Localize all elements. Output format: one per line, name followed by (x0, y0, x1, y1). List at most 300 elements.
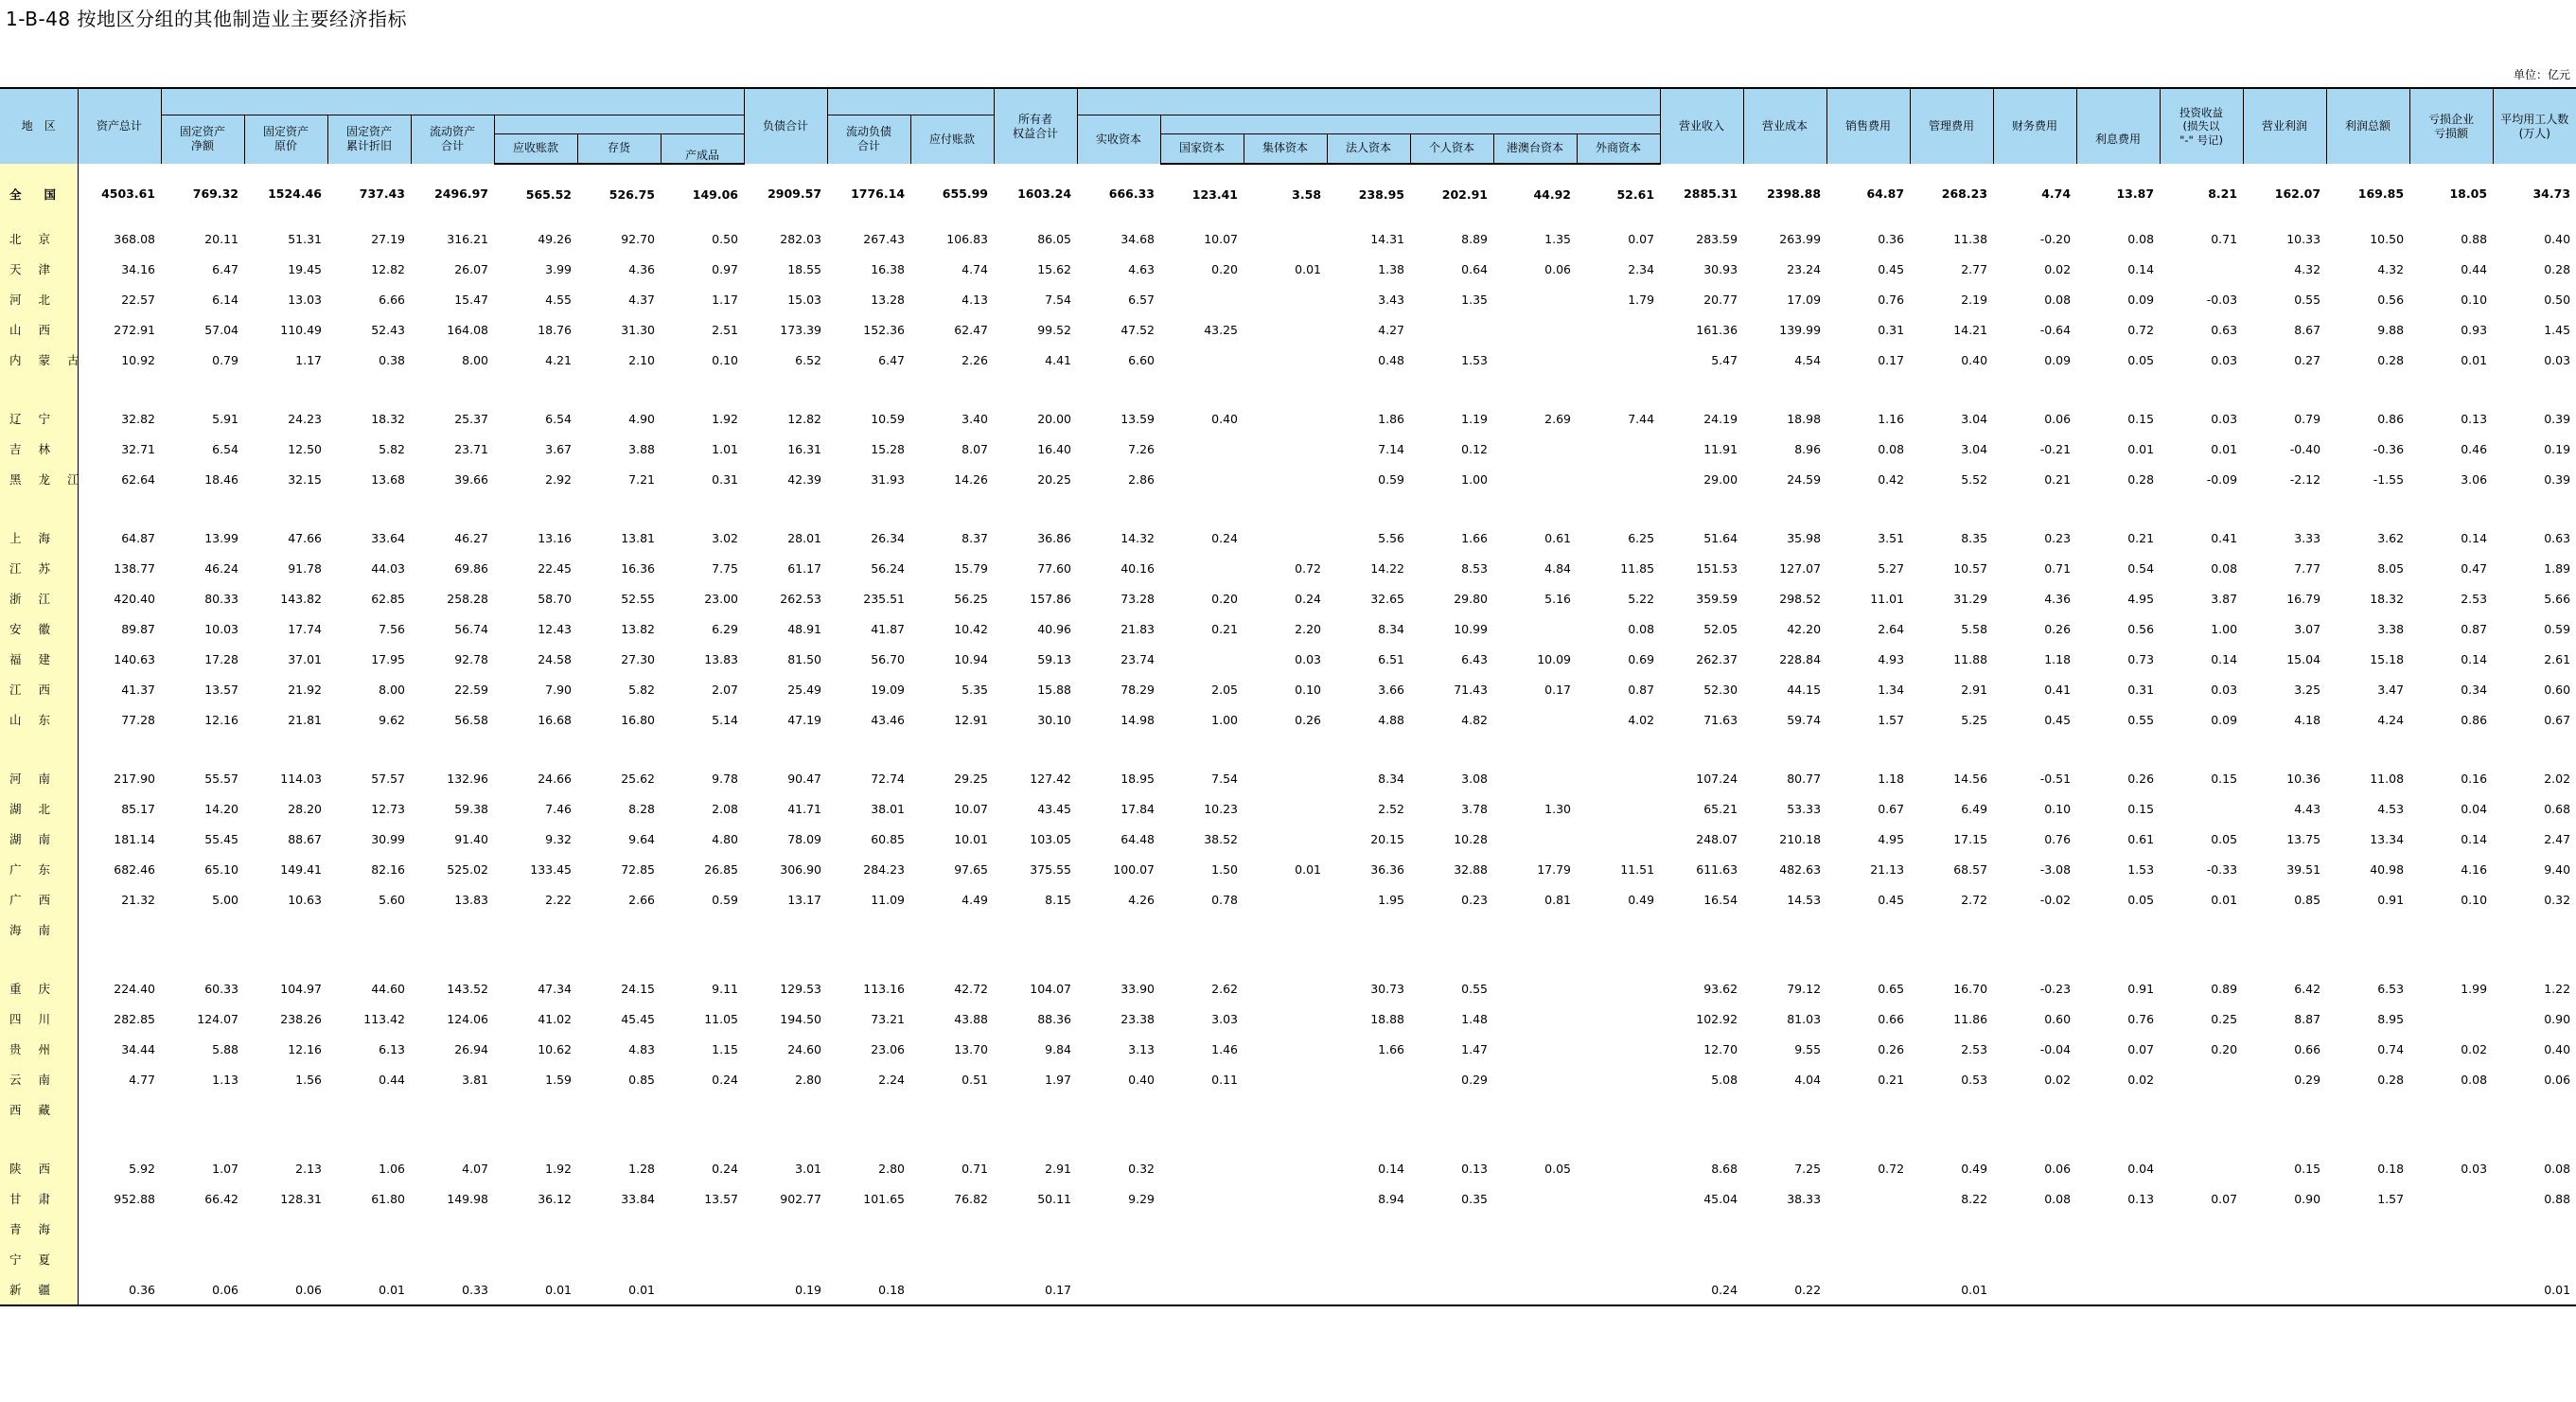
data-cell[interactable]: 0.14 (2461, 651, 2488, 666)
data-cell[interactable] (1910, 1094, 1993, 1125)
data-cell[interactable]: 0.06 (161, 1274, 244, 1305)
data-cell[interactable]: 0.71 (2211, 231, 2238, 246)
data-cell[interactable]: 0.24 (1211, 530, 1239, 545)
data-cell[interactable]: 10.63 (288, 892, 322, 907)
data-cell[interactable]: 59.38 (454, 801, 488, 816)
data-cell[interactable] (994, 1214, 1077, 1244)
data-cell[interactable]: 2.61 (2544, 651, 2571, 666)
data-cell[interactable]: 0.56 (2127, 621, 2155, 636)
data-cell[interactable] (744, 1244, 827, 1274)
data-cell[interactable]: 0.72 (1295, 560, 1322, 576)
data-cell[interactable]: 0.36 (1878, 231, 1905, 246)
data-cell[interactable] (1577, 1183, 1660, 1214)
data-cell[interactable]: 15.62 (1037, 261, 1072, 276)
data-cell[interactable] (1493, 704, 1577, 735)
data-cell[interactable]: 17.74 (288, 621, 322, 636)
data-cell[interactable]: 0.49 (1961, 1161, 1988, 1176)
data-cell[interactable]: 0.40 (1961, 352, 1988, 367)
data-cell[interactable]: 65.10 (204, 861, 238, 877)
data-cell[interactable]: 26.07 (454, 261, 488, 276)
data-cell[interactable]: 10.59 (871, 411, 906, 426)
data-cell[interactable]: 20.11 (204, 231, 238, 246)
data-cell[interactable]: 78.09 (787, 831, 822, 846)
data-cell[interactable]: 4.36 (2044, 591, 2072, 606)
data-cell[interactable] (1826, 1274, 1910, 1305)
data-cell[interactable] (1660, 1244, 1743, 1274)
data-cell[interactable]: 0.14 (1378, 1161, 1405, 1176)
data-cell[interactable]: 0.26 (1878, 1041, 1905, 1056)
data-cell[interactable]: 0.63 (2211, 322, 2238, 337)
data-cell[interactable]: -1.55 (2373, 471, 2405, 487)
data-cell[interactable]: 0.01 (2493, 1274, 2576, 1305)
data-cell[interactable]: 162.07 (2274, 186, 2321, 201)
data-cell[interactable]: 3.07 (2294, 621, 2321, 636)
data-cell[interactable]: 13.28 (871, 292, 906, 307)
data-cell[interactable]: 0.10 (712, 352, 739, 367)
data-cell[interactable]: 0.49 (1628, 892, 1655, 907)
data-cell[interactable]: 11.38 (1953, 231, 1988, 246)
data-cell[interactable]: -0.33 (2206, 861, 2238, 877)
data-cell[interactable]: 11.51 (1620, 861, 1655, 877)
data-cell[interactable]: 20.15 (1370, 831, 1405, 846)
data-cell[interactable]: 0.38 (379, 352, 405, 367)
data-cell[interactable]: 23.71 (454, 441, 488, 456)
data-cell[interactable]: 88.67 (288, 831, 322, 846)
data-cell[interactable]: 14.53 (1787, 892, 1822, 907)
data-cell[interactable]: 92.78 (454, 651, 488, 666)
data-cell[interactable]: 368.08 (114, 231, 155, 246)
data-cell[interactable]: 13.83 (704, 651, 739, 666)
data-cell[interactable]: 8.22 (1961, 1191, 1988, 1206)
data-cell[interactable]: 12.50 (288, 441, 322, 456)
data-cell[interactable] (2160, 793, 2243, 824)
data-cell[interactable] (1244, 1274, 1327, 1305)
data-cell[interactable]: 375.55 (1030, 861, 1072, 877)
data-cell[interactable]: 91.40 (454, 831, 488, 846)
data-cell[interactable] (2076, 1094, 2160, 1125)
data-cell[interactable]: 0.29 (1461, 1072, 1489, 1087)
data-cell[interactable]: 902.77 (780, 1191, 822, 1206)
data-cell[interactable] (2243, 1094, 2326, 1125)
data-cell[interactable] (2326, 1244, 2409, 1274)
data-cell[interactable]: 3.81 (462, 1072, 488, 1087)
data-cell[interactable]: 41.37 (121, 682, 155, 697)
data-cell[interactable] (1327, 1214, 1410, 1244)
data-cell[interactable]: 93.62 (1703, 981, 1738, 996)
data-cell[interactable] (2160, 1274, 2243, 1305)
data-cell[interactable]: 0.08 (1878, 441, 1905, 456)
data-cell[interactable]: 8.87 (2294, 1011, 2321, 1026)
data-cell[interactable]: 27.19 (371, 231, 405, 246)
data-cell[interactable] (910, 1214, 994, 1244)
data-cell[interactable]: 8.96 (1794, 441, 1822, 456)
data-cell[interactable] (1410, 1244, 1493, 1274)
data-cell[interactable] (2160, 914, 2243, 945)
data-cell[interactable]: 0.59 (2544, 621, 2571, 636)
data-cell[interactable]: 5.22 (1628, 591, 1655, 606)
data-cell[interactable]: 0.18 (2377, 1161, 2405, 1176)
data-cell[interactable] (1244, 793, 1327, 824)
data-cell[interactable]: 12.16 (288, 1041, 322, 1056)
data-cell[interactable]: 11.09 (871, 892, 906, 907)
data-cell[interactable]: 13.87 (2116, 186, 2155, 201)
data-cell[interactable]: 44.15 (1787, 682, 1822, 697)
data-cell[interactable]: 18.55 (787, 261, 822, 276)
data-cell[interactable]: 10.33 (2286, 231, 2321, 246)
data-cell[interactable]: 1.00 (2211, 621, 2238, 636)
data-cell[interactable]: 0.50 (2544, 292, 2571, 307)
data-cell[interactable]: 28.01 (787, 530, 822, 545)
data-cell[interactable]: 0.28 (2377, 1072, 2405, 1087)
data-cell[interactable]: 37.01 (288, 651, 322, 666)
data-cell[interactable]: 8.07 (962, 441, 989, 456)
data-cell[interactable]: 0.87 (2461, 621, 2488, 636)
data-cell[interactable]: 60.85 (871, 831, 906, 846)
data-cell[interactable]: 2.62 (1211, 981, 1239, 996)
data-cell[interactable]: 0.14 (2461, 530, 2488, 545)
data-cell[interactable]: 15.18 (2370, 651, 2405, 666)
data-cell[interactable]: 0.55 (1461, 981, 1489, 996)
data-cell[interactable]: 0.14 (2461, 831, 2488, 846)
data-cell[interactable]: 13.83 (454, 892, 488, 907)
data-cell[interactable]: 7.21 (628, 471, 655, 487)
data-cell[interactable] (910, 1094, 994, 1125)
data-cell[interactable]: 42.39 (787, 471, 822, 487)
data-cell[interactable]: 81.03 (1787, 1011, 1822, 1026)
data-cell[interactable]: 0.42 (1878, 471, 1905, 487)
data-cell[interactable] (827, 914, 910, 945)
data-cell[interactable]: 139.99 (1779, 322, 1822, 337)
data-cell[interactable]: 0.15 (2294, 1161, 2321, 1176)
data-cell[interactable] (1577, 434, 1660, 464)
data-cell[interactable]: 238.95 (1358, 186, 1405, 202)
data-cell[interactable]: 10.23 (1204, 801, 1239, 816)
data-cell[interactable] (244, 1094, 327, 1125)
data-cell[interactable]: 14.22 (1370, 560, 1405, 576)
data-cell[interactable] (244, 914, 327, 945)
data-cell[interactable]: 0.08 (2211, 560, 2238, 576)
data-cell[interactable]: 11.01 (1870, 591, 1905, 606)
data-cell[interactable]: 13.75 (2286, 831, 2321, 846)
data-cell[interactable]: 64.48 (1120, 831, 1156, 846)
data-cell[interactable] (1993, 914, 2076, 945)
data-cell[interactable]: 0.34 (2461, 682, 2488, 697)
data-cell[interactable]: 0.17 (1878, 352, 1905, 367)
data-cell[interactable]: 8.34 (1378, 621, 1405, 636)
data-cell[interactable] (1660, 914, 1743, 945)
data-cell[interactable]: 2.13 (295, 1161, 322, 1176)
data-cell[interactable]: 0.14 (2211, 651, 2238, 666)
data-cell[interactable]: 0.31 (2127, 682, 2155, 697)
data-cell[interactable] (1327, 914, 1410, 945)
data-cell[interactable] (1077, 914, 1160, 945)
data-cell[interactable]: 38.01 (871, 801, 906, 816)
data-cell[interactable]: 0.15 (2127, 801, 2155, 816)
data-cell[interactable]: 29.80 (1454, 591, 1489, 606)
data-cell[interactable]: 52.30 (1703, 682, 1738, 697)
data-cell[interactable] (1910, 914, 1993, 945)
data-cell[interactable] (161, 1214, 244, 1244)
data-cell[interactable]: 306.90 (780, 861, 822, 877)
data-cell[interactable]: 13.03 (288, 292, 322, 307)
data-cell[interactable]: 12.82 (371, 261, 405, 276)
data-cell[interactable]: 238.26 (280, 1011, 322, 1026)
data-cell[interactable]: 47.52 (1120, 322, 1156, 337)
data-cell[interactable]: 0.67 (1878, 801, 1905, 816)
data-cell[interactable] (1826, 1094, 1910, 1125)
data-cell[interactable]: 8.00 (462, 352, 488, 367)
data-cell[interactable]: 0.32 (1128, 1161, 1156, 1176)
data-cell[interactable]: 12.91 (954, 712, 989, 727)
data-cell[interactable] (2326, 1214, 2409, 1244)
data-cell[interactable]: 152.36 (863, 322, 906, 337)
data-cell[interactable]: 45.45 (621, 1011, 655, 1026)
data-cell[interactable] (411, 1244, 494, 1274)
data-cell[interactable]: 20.77 (1703, 292, 1738, 307)
data-cell[interactable]: 143.52 (447, 981, 488, 996)
data-cell[interactable]: 35.98 (1787, 530, 1822, 545)
data-cell[interactable]: 3.01 (795, 1161, 822, 1176)
data-cell[interactable]: 8.05 (2377, 560, 2405, 576)
data-cell[interactable]: 1.15 (712, 1041, 739, 1056)
data-cell[interactable]: 2.05 (1211, 682, 1239, 697)
data-cell[interactable]: 0.36 (78, 1274, 161, 1305)
data-cell[interactable]: 17.95 (371, 651, 405, 666)
data-cell[interactable]: 29.00 (1703, 471, 1738, 487)
data-cell[interactable]: 1.53 (1461, 352, 1489, 367)
data-cell[interactable]: 6.54 (212, 441, 238, 456)
data-cell[interactable] (2076, 1214, 2160, 1244)
data-cell[interactable]: 4.41 (1045, 352, 1072, 367)
region-cell[interactable]: 河南 (0, 763, 78, 793)
region-cell[interactable]: 福建 (0, 644, 78, 674)
data-cell[interactable]: 0.31 (712, 471, 739, 487)
data-cell[interactable]: 769.32 (192, 186, 238, 201)
data-cell[interactable] (827, 1094, 910, 1125)
data-cell[interactable]: 18.76 (538, 322, 572, 337)
data-cell[interactable]: 82.16 (371, 861, 405, 877)
data-cell[interactable]: 57.04 (204, 322, 238, 337)
data-cell[interactable]: 6.60 (1128, 352, 1156, 367)
data-cell[interactable]: 53.33 (1787, 801, 1822, 816)
data-cell[interactable] (1493, 345, 1577, 375)
data-cell[interactable]: 0.39 (2544, 471, 2571, 487)
data-cell[interactable] (577, 1214, 661, 1244)
data-cell[interactable]: 44.60 (371, 981, 405, 996)
data-cell[interactable]: -0.40 (2289, 441, 2321, 456)
data-cell[interactable]: 7.56 (379, 621, 405, 636)
data-cell[interactable] (1244, 763, 1327, 793)
data-cell[interactable]: 45.04 (1703, 1191, 1738, 1206)
data-cell[interactable]: 0.03 (2544, 352, 2571, 367)
data-cell[interactable]: 124.06 (447, 1011, 488, 1026)
data-cell[interactable]: 0.97 (712, 261, 739, 276)
data-cell[interactable]: 40.16 (1120, 560, 1156, 576)
data-cell[interactable]: 0.48 (1378, 352, 1405, 367)
data-cell[interactable]: 19.45 (288, 261, 322, 276)
data-cell[interactable]: 0.64 (1461, 261, 1489, 276)
data-cell[interactable]: 5.16 (1544, 591, 1572, 606)
data-cell[interactable]: 0.08 (2544, 1161, 2571, 1176)
data-cell[interactable]: 0.01 (577, 1274, 661, 1305)
data-cell[interactable]: 1.86 (1378, 411, 1405, 426)
data-cell[interactable]: 5.52 (1961, 471, 1988, 487)
data-cell[interactable]: 4.88 (1378, 712, 1405, 727)
data-cell[interactable]: 44.03 (371, 560, 405, 576)
data-cell[interactable]: 2.53 (1961, 1041, 1988, 1056)
data-cell[interactable]: 0.23 (2044, 530, 2072, 545)
data-cell[interactable] (1244, 914, 1327, 945)
data-cell[interactable]: 1.56 (295, 1072, 322, 1087)
data-cell[interactable] (2160, 1153, 2243, 1183)
data-cell[interactable]: 7.54 (1045, 292, 1072, 307)
region-cell[interactable]: 天津 (0, 254, 78, 284)
data-cell[interactable]: 4.24 (2377, 712, 2405, 727)
data-cell[interactable]: 61.17 (787, 560, 822, 576)
data-cell[interactable]: 0.26 (1295, 712, 1322, 727)
data-cell[interactable] (661, 1274, 744, 1305)
data-cell[interactable]: 127.07 (1779, 560, 1822, 576)
data-cell[interactable]: 8.00 (379, 682, 405, 697)
data-cell[interactable] (1160, 284, 1244, 314)
data-cell[interactable] (1910, 1244, 1993, 1274)
data-cell[interactable]: 59.13 (1037, 651, 1072, 666)
data-cell[interactable]: 194.50 (780, 1011, 822, 1026)
data-cell[interactable]: 11.88 (1953, 651, 1988, 666)
region-cell[interactable]: 四川 (0, 1003, 78, 1034)
data-cell[interactable]: 24.15 (621, 981, 655, 996)
data-cell[interactable] (1910, 1214, 1993, 1244)
data-cell[interactable]: 1.30 (1544, 801, 1572, 816)
data-cell[interactable]: 8.28 (628, 801, 655, 816)
data-cell[interactable]: 21.13 (1870, 861, 1905, 877)
data-cell[interactable]: 0.67 (2544, 712, 2571, 727)
data-cell[interactable]: 0.93 (2461, 322, 2488, 337)
data-cell[interactable]: 0.56 (2377, 292, 2405, 307)
data-cell[interactable] (1244, 1003, 1327, 1034)
data-cell[interactable]: 80.77 (1787, 771, 1822, 786)
data-cell[interactable]: 32.71 (121, 441, 155, 456)
data-cell[interactable]: 4.90 (628, 411, 655, 426)
data-cell[interactable]: 2398.88 (1767, 186, 1822, 201)
data-cell[interactable]: 0.28 (2127, 471, 2155, 487)
data-cell[interactable]: 2.52 (1378, 801, 1405, 816)
data-cell[interactable]: 2.22 (545, 892, 572, 907)
data-cell[interactable]: 5.25 (1961, 712, 1988, 727)
data-cell[interactable] (244, 1214, 327, 1244)
data-cell[interactable]: 123.41 (1191, 186, 1239, 202)
data-cell[interactable]: 7.54 (1211, 771, 1239, 786)
data-cell[interactable]: 34.16 (121, 261, 155, 276)
data-cell[interactable]: 6.13 (379, 1041, 405, 1056)
data-cell[interactable] (1493, 284, 1577, 314)
data-cell[interactable]: 0.40 (1128, 1072, 1156, 1087)
data-cell[interactable] (78, 1094, 161, 1125)
data-cell[interactable]: 258.28 (447, 591, 488, 606)
data-cell[interactable] (1826, 1244, 1910, 1274)
data-cell[interactable]: 4.53 (2377, 801, 2405, 816)
data-cell[interactable] (1493, 613, 1577, 644)
data-cell[interactable]: 0.24 (1295, 591, 1322, 606)
data-cell[interactable]: 0.90 (2294, 1191, 2321, 1206)
data-cell[interactable]: 0.45 (2044, 712, 2072, 727)
data-cell[interactable]: 88.36 (1037, 1011, 1072, 1026)
data-cell[interactable]: 8.68 (1711, 1161, 1738, 1176)
data-cell[interactable]: 16.31 (787, 441, 822, 456)
data-cell[interactable]: 16.70 (1953, 981, 1988, 996)
data-cell[interactable]: 22.57 (121, 292, 155, 307)
data-cell[interactable] (1577, 1003, 1660, 1034)
data-cell[interactable] (2409, 1183, 2493, 1214)
data-cell[interactable]: 69.86 (454, 560, 488, 576)
data-cell[interactable]: 4503.61 (101, 186, 155, 201)
data-cell[interactable]: 11.05 (704, 1011, 739, 1026)
data-cell[interactable]: 1776.14 (851, 186, 906, 201)
data-cell[interactable]: 60.33 (204, 981, 238, 996)
data-cell[interactable]: 0.03 (1295, 651, 1322, 666)
data-cell[interactable] (577, 1094, 661, 1125)
data-cell[interactable]: 39.51 (2286, 861, 2321, 877)
data-cell[interactable] (1244, 523, 1327, 553)
data-cell[interactable]: 5.92 (129, 1161, 155, 1176)
data-cell[interactable]: 1.53 (2127, 861, 2155, 877)
data-cell[interactable] (910, 914, 994, 945)
data-cell[interactable]: 44.92 (1533, 186, 1572, 202)
data-cell[interactable] (744, 914, 827, 945)
data-cell[interactable]: 1.17 (295, 352, 322, 367)
data-cell[interactable]: 420.40 (114, 591, 155, 606)
data-cell[interactable]: 12.73 (371, 801, 405, 816)
data-cell[interactable]: 0.91 (2127, 981, 2155, 996)
data-cell[interactable]: 78.29 (1120, 682, 1156, 697)
data-cell[interactable]: 248.07 (1696, 831, 1738, 846)
data-cell[interactable]: 49.26 (538, 231, 572, 246)
region-cell[interactable]: 重庆 (0, 973, 78, 1003)
data-cell[interactable]: 48.91 (787, 621, 822, 636)
data-cell[interactable]: 0.60 (2044, 1011, 2072, 1026)
data-cell[interactable]: 1.66 (1378, 1041, 1405, 1056)
data-cell[interactable]: 4.83 (628, 1041, 655, 1056)
data-cell[interactable]: 3.51 (1878, 530, 1905, 545)
data-cell[interactable]: 14.20 (204, 801, 238, 816)
data-cell[interactable]: 42.72 (954, 981, 989, 996)
data-cell[interactable]: 0.87 (1628, 682, 1655, 697)
data-cell[interactable]: 611.63 (1696, 861, 1738, 877)
data-cell[interactable]: 10.28 (1454, 831, 1489, 846)
data-cell[interactable]: 132.96 (447, 771, 488, 786)
data-cell[interactable]: 3.33 (2294, 530, 2321, 545)
region-cell[interactable]: 北京 (0, 223, 78, 254)
data-cell[interactable]: 14.21 (1953, 322, 1988, 337)
data-cell[interactable]: 99.52 (1037, 322, 1072, 337)
data-cell[interactable]: 0.45 (1878, 892, 1905, 907)
data-cell[interactable]: 5.56 (1378, 530, 1405, 545)
data-cell[interactable]: 0.06 (2044, 411, 2072, 426)
data-cell[interactable]: 1.45 (2544, 322, 2571, 337)
data-cell[interactable]: 11.86 (1953, 1011, 1988, 1026)
data-cell[interactable]: 47.66 (288, 530, 322, 545)
data-cell[interactable]: 0.66 (1878, 1011, 1905, 1026)
data-cell[interactable] (1160, 464, 1244, 494)
data-cell[interactable]: 20.25 (1037, 471, 1072, 487)
data-cell[interactable]: 4.21 (545, 352, 572, 367)
data-cell[interactable]: 92.70 (621, 231, 655, 246)
data-cell[interactable]: 3.78 (1461, 801, 1489, 816)
data-cell[interactable]: 0.85 (2294, 892, 2321, 907)
data-cell[interactable]: 272.91 (114, 322, 155, 337)
data-cell[interactable]: 42.20 (1787, 621, 1822, 636)
data-cell[interactable]: 525.02 (447, 861, 488, 877)
